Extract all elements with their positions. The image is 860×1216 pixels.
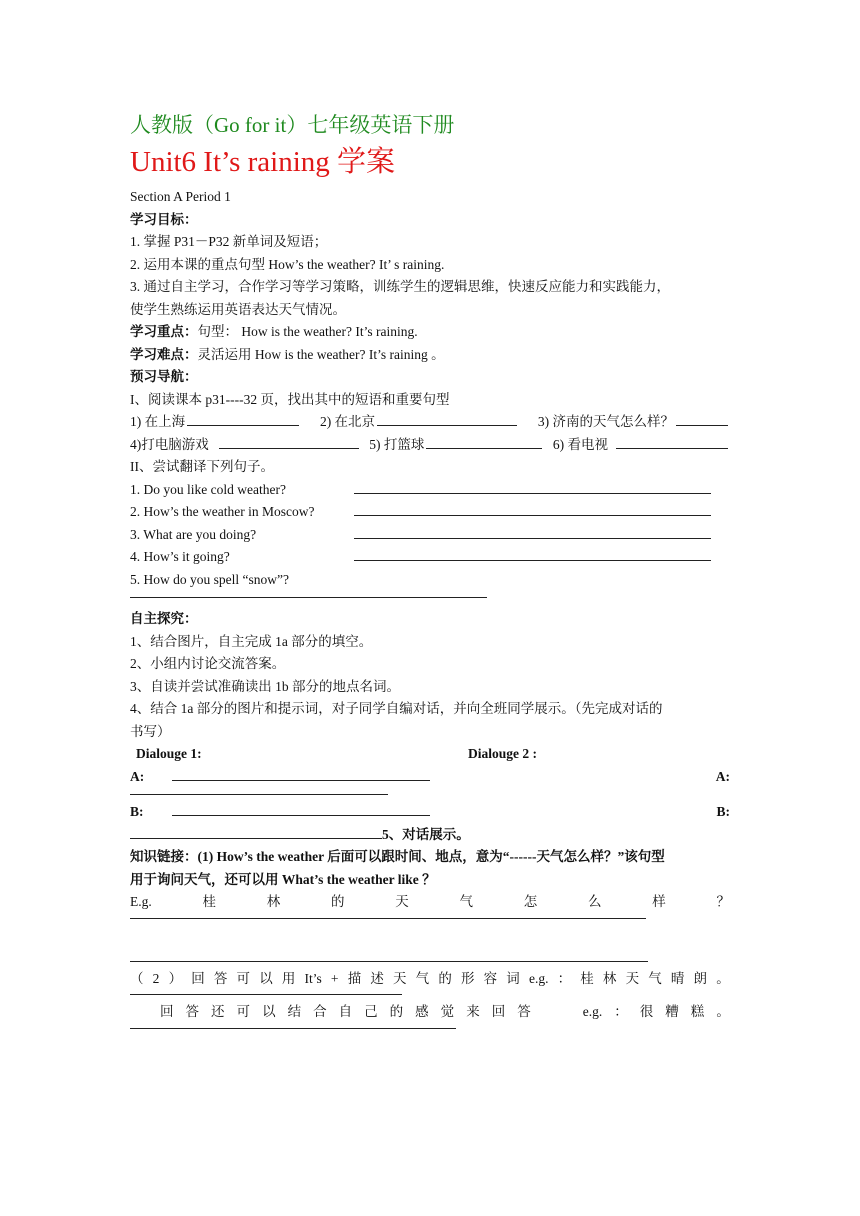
- dialogue-show-row: [130, 824, 730, 847]
- answer-blank[interactable]: [354, 524, 711, 539]
- eg-token: （: [130, 970, 144, 986]
- answer-blank[interactable]: [354, 501, 711, 516]
- eg-token: 桂: [202, 894, 216, 909]
- goal-item: 1. 掌握 P31－P32 新单词及短语；: [130, 234, 328, 249]
- eg-token: 。: [716, 970, 730, 986]
- sentence-text: 4. How’s it going?: [130, 549, 230, 564]
- eg-token: 结: [287, 1004, 302, 1019]
- eg-token: ？: [716, 894, 730, 909]
- knowledge-line-1: 知识链接：(1) How’s the weather 后面可以跟时间、地点，意为“------天气怎么样？”该句型: [130, 849, 665, 864]
- answer-blank[interactable]: [130, 990, 402, 995]
- eg-token: 以: [262, 1004, 276, 1019]
- eg-token: 怎: [523, 894, 538, 909]
- answer-blank[interactable]: [172, 801, 430, 816]
- answer-blank[interactable]: [130, 957, 648, 962]
- difficulty-label: 学习难点：: [130, 346, 198, 362]
- eg-token: 的: [389, 1004, 404, 1019]
- answer-blank[interactable]: [172, 766, 430, 781]
- example-question: [130, 891, 730, 914]
- eg-token: E.g.: [130, 894, 152, 909]
- dialogue-a-row: [130, 766, 730, 789]
- phrase-prompt: 4)打电脑游戏: [130, 436, 209, 452]
- eg-token: e.g.: [582, 1004, 603, 1019]
- answer-blank[interactable]: [354, 546, 711, 561]
- key-points-text: 句型： How is the weather? It’s raining.: [197, 324, 418, 339]
- eg-token: 回: [491, 1004, 506, 1019]
- difficulty: [130, 344, 730, 367]
- eg-token: 词: [506, 970, 520, 986]
- eg-token: 的: [438, 970, 452, 986]
- eg-token: 觉: [440, 1004, 455, 1019]
- answer-blank[interactable]: [616, 434, 728, 449]
- answer-blank[interactable]: [130, 824, 382, 839]
- answer-blank[interactable]: [354, 479, 711, 494]
- phrase-row-1: [130, 411, 730, 434]
- explore-item: 4、结合 1a 部分的图片和提示词，对子同学自编对话，并向全班同学展示。（先完成对话的: [130, 701, 663, 716]
- unit-title: Unit6 It’s raining 学案: [130, 146, 396, 178]
- speaker-b: B:: [716, 804, 730, 819]
- answer-blank[interactable]: [377, 411, 517, 426]
- eg-token: 容: [483, 970, 498, 986]
- dialogue-1-heading: Dialouge 1:: [136, 746, 202, 761]
- eg-token: 糕: [690, 1004, 705, 1019]
- section-label: Section A Period 1: [130, 189, 231, 204]
- eg-token: 朗: [693, 970, 708, 986]
- eg-token: 还: [211, 1004, 225, 1019]
- eg-token: 答: [517, 1004, 531, 1019]
- eg-token: 林: [602, 970, 617, 986]
- explore-item: 1、结合图片，自主完成 1a 部分的填空。: [130, 633, 373, 649]
- eg-token: 来: [466, 1004, 480, 1019]
- answer-blank[interactable]: [130, 788, 388, 795]
- eg-token: 2: [152, 970, 160, 986]
- explore-item: 3、自读并尝试准确读出 1b 部分的地点名词。: [130, 678, 400, 694]
- sentence-text: 3. What are you doing?: [130, 526, 257, 542]
- eg-token: 回: [191, 970, 205, 986]
- eg-token: 。: [716, 1004, 730, 1019]
- translation-row: [130, 479, 730, 502]
- eg-token: 可: [236, 970, 251, 986]
- explore-heading: 自主探究：: [130, 611, 198, 626]
- answer-pattern-2: [130, 1001, 730, 1024]
- phrase-prompt: 3) 济南的天气怎么样？: [537, 414, 674, 429]
- translation-row: [130, 546, 730, 569]
- eg-token: ：: [614, 1004, 628, 1019]
- translation-row: [130, 524, 730, 547]
- sentence-text: 5. How do you spell “snow”?: [130, 571, 289, 587]
- preview-part2: II、尝试翻译下列句子。: [130, 459, 274, 474]
- phrase-prompt: 5) 打篮球: [369, 436, 425, 452]
- speaker-b: B:: [130, 804, 144, 819]
- phrase-prompt: 1) 在上海: [130, 414, 186, 429]
- goal-item: 使学生熟练运用英语表达天气情况。: [130, 301, 346, 317]
- eg-token: 气: [415, 970, 430, 986]
- answer-blank[interactable]: [676, 411, 728, 426]
- goal-item: 3. 通过自主学习，合作学习等学习策略，训练学生的逻辑思维，快速反应能力和实践能力，: [130, 279, 670, 294]
- explore-item: 书写）: [130, 723, 171, 739]
- eg-token: 气: [648, 970, 662, 986]
- eg-token: 描: [347, 970, 362, 986]
- eg-token: 答: [213, 970, 228, 986]
- worksheet: [130, 110, 730, 1029]
- phrase-prompt: 6) 看电视: [552, 436, 608, 452]
- answer-blank[interactable]: [187, 411, 299, 426]
- difficulty-text: 灵活运用 How is the weather? It’s raining 。: [197, 346, 445, 362]
- phrase-prompt: 2) 在北京: [319, 414, 376, 429]
- answer-blank[interactable]: [219, 434, 359, 449]
- key-points-label: 学习重点：: [130, 324, 198, 339]
- eg-token: 述: [370, 970, 384, 986]
- preview-heading: 预习导航：: [130, 369, 198, 384]
- eg-token: 答: [185, 1004, 200, 1019]
- dialogue-headings: [130, 743, 730, 766]
- eg-token: 可: [236, 1004, 251, 1019]
- eg-token: 感: [415, 1004, 429, 1019]
- speaker-a: A:: [130, 768, 145, 784]
- eg-token: 合: [313, 1004, 327, 1019]
- speaker-a: A:: [715, 768, 730, 784]
- key-points: [130, 321, 730, 344]
- eg-token: 天: [625, 970, 640, 986]
- answer-blank[interactable]: [130, 1024, 456, 1029]
- eg-token: 样: [652, 894, 666, 909]
- translation-row: [130, 501, 730, 524]
- dialogue-2-heading: Dialouge 2 :: [468, 746, 537, 761]
- eg-token: ：: [557, 970, 572, 986]
- eg-token: 回: [160, 1004, 174, 1019]
- dialogue-b-row: [130, 801, 730, 824]
- textbook-subtitle: 人教版（Go for it）七年级英语下册: [130, 113, 455, 137]
- eg-token: 气: [459, 894, 473, 909]
- preview-part1: I、阅读课本 p31----32 页，找出其中的短语和重要句型: [130, 391, 450, 407]
- phrase-row-2: [130, 434, 730, 457]
- answer-pattern-1: [130, 968, 730, 991]
- eg-token: 的: [331, 894, 345, 909]
- eg-token: 自: [338, 1004, 353, 1019]
- explore-item: 2、小组内讨论交流答案。: [130, 656, 286, 671]
- eg-token: 糟: [665, 1004, 679, 1019]
- eg-token: 林: [266, 894, 281, 909]
- answer-blank[interactable]: [130, 591, 487, 598]
- eg-token: 桂: [580, 970, 594, 986]
- eg-token: 晴: [670, 970, 685, 986]
- goals-heading: 学习目标：: [130, 211, 198, 227]
- eg-token: 天: [395, 894, 409, 909]
- eg-token: 己: [364, 1004, 378, 1019]
- sentence-text: 2. How’s the weather in Moscow?: [130, 504, 315, 519]
- knowledge-line-2: 用于询问天气，还可以用 What’s the weather like ？: [130, 871, 436, 887]
- eg-token: It’s: [304, 970, 322, 986]
- eg-token: ）: [168, 970, 183, 986]
- eg-token: 很: [639, 1004, 654, 1019]
- dialogue-show: 5、对话展示。: [382, 826, 470, 842]
- eg-token: 天: [393, 970, 407, 986]
- eg-token: 用: [281, 970, 296, 986]
- eg-token: 形: [460, 970, 475, 986]
- eg-token: 么: [588, 894, 602, 909]
- eg-token: 以: [259, 970, 273, 986]
- eg-token: +: [330, 970, 339, 986]
- sentence-text: 1. Do you like cold weather?: [130, 481, 286, 497]
- goal-item: 2. 运用本课的重点句型 How’s the weather? It’ s raining.: [130, 256, 445, 272]
- answer-blank[interactable]: [426, 434, 542, 449]
- eg-token: e.g.: [528, 970, 549, 986]
